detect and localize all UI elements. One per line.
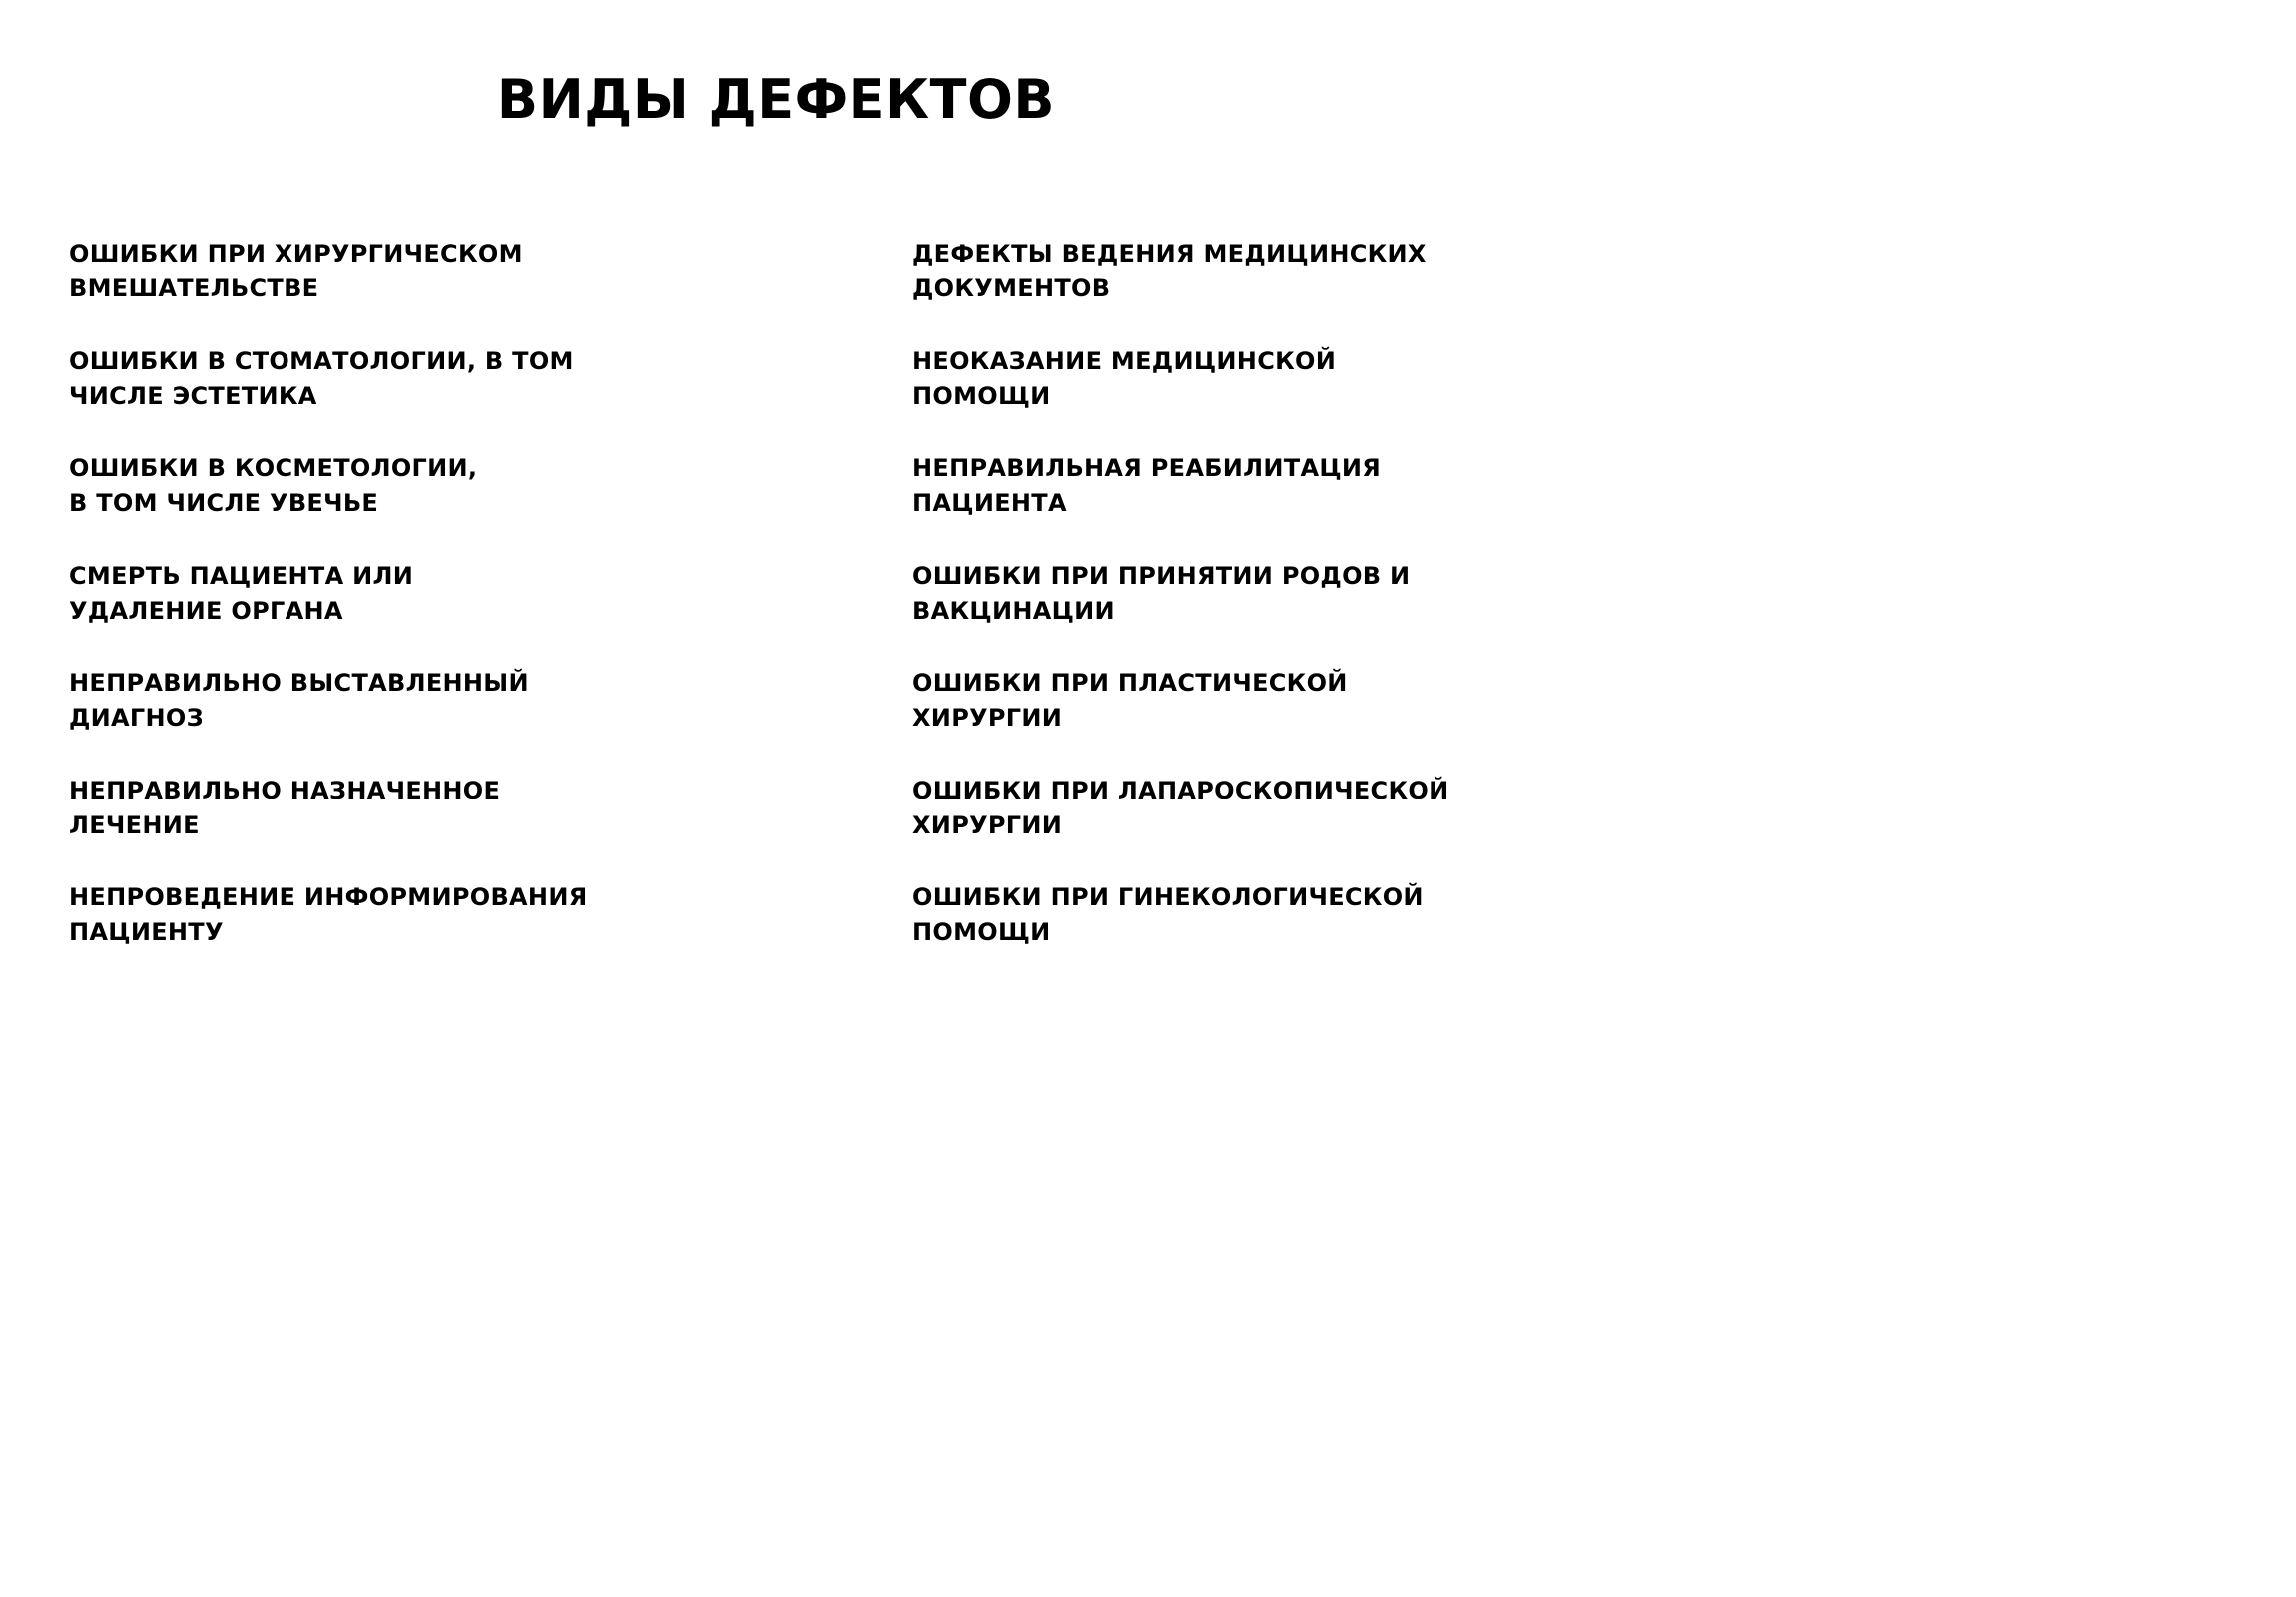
defect-item-line: ДИАГНОЗ — [69, 704, 204, 732]
defect-item-line: ЧИСЛЕ ЭСТЕТИКА — [69, 381, 317, 410]
defect-item-line: ПОМОЩИ — [912, 381, 1051, 410]
defect-item-line: ОШИБКИ ПРИ ЛАПАРОСКОПИЧЕСКОЙ — [912, 776, 1449, 804]
defect-item-line: НЕПРАВИЛЬНО ВЫСТАВЛЕННЫЙ — [69, 669, 529, 697]
defect-item-line: ПАЦИЕНТА — [912, 489, 1067, 517]
defect-item-line: ПАЦИЕНТУ — [69, 918, 224, 946]
defect-item — [912, 774, 1531, 843]
defect-item-line: НЕПРАВИЛЬНАЯ РЕАБИЛИТАЦИЯ — [912, 454, 1382, 482]
defect-item — [69, 774, 867, 843]
defect-item-line: ОШИБКИ ПРИ ХИРУРГИЧЕСКОМ — [69, 240, 523, 267]
defect-item-line: ОШИБКИ ПРИ ГИНЕКОЛОГИЧЕСКОЙ — [912, 883, 1424, 911]
defect-item-line: СМЕРТЬ ПАЦИЕНТА ИЛИ — [69, 561, 414, 590]
defect-item — [912, 451, 1531, 521]
page-title: ВИДЫ ДЕФЕКТОВ — [496, 68, 1056, 131]
defect-item-line: ДЕФЕКТЫ ВЕДЕНИЯ МЕДИЦИНСКИХ — [912, 240, 1427, 267]
defect-item-line: УДАЛЕНИЕ ОРГАНА — [69, 596, 343, 625]
defects-list-right — [912, 237, 1531, 988]
defect-item-line: ОШИБКИ ПРИ ПРИНЯТИИ РОДОВ И — [912, 561, 1411, 590]
defect-item-line: ХИРУРГИИ — [912, 810, 1063, 839]
defect-item-line: ВАКЦИНАЦИИ — [912, 596, 1115, 625]
defect-item-line: ОШИБКИ В КОСМЕТОЛОГИИ, — [69, 454, 478, 482]
defect-item — [69, 344, 867, 414]
defect-item-line: НЕПРОВЕДЕНИЕ ИНФОРМИРОВАНИЯ — [69, 883, 588, 911]
defect-item — [912, 237, 1531, 306]
defect-item — [912, 880, 1531, 950]
defect-item-line: ОШИБКИ ПРИ ПЛАСТИЧЕСКОЙ — [912, 669, 1348, 697]
defects-list-left — [69, 237, 867, 988]
defect-item — [69, 666, 867, 736]
defect-item-line: В ТОМ ЧИСЛЕ УВЕЧЬЕ — [69, 489, 379, 517]
defect-item-line: НЕОКАЗАНИЕ МЕДИЦИНСКОЙ — [912, 346, 1337, 375]
defect-item — [69, 451, 867, 521]
defect-item — [69, 880, 867, 950]
defect-item — [69, 237, 867, 306]
defect-item — [912, 344, 1531, 414]
defect-item-line: ВМЕШАТЕЛЬСТВЕ — [69, 274, 319, 302]
defect-item — [912, 559, 1531, 629]
defect-item — [69, 559, 867, 629]
defect-item-line: НЕПРАВИЛЬНО НАЗНАЧЕННОЕ — [69, 776, 501, 804]
defect-item — [912, 666, 1531, 736]
defect-item-line: ДОКУМЕНТОВ — [912, 274, 1111, 302]
defect-item-line: ХИРУРГИИ — [912, 704, 1063, 732]
defect-item-line: ОШИБКИ В СТОМАТОЛОГИИ, В ТОМ — [69, 346, 574, 375]
document-page — [0, 0, 1552, 1078]
defect-item-line: ПОМОЩИ — [912, 918, 1051, 946]
defect-item-line: ЛЕЧЕНИЕ — [69, 810, 200, 839]
